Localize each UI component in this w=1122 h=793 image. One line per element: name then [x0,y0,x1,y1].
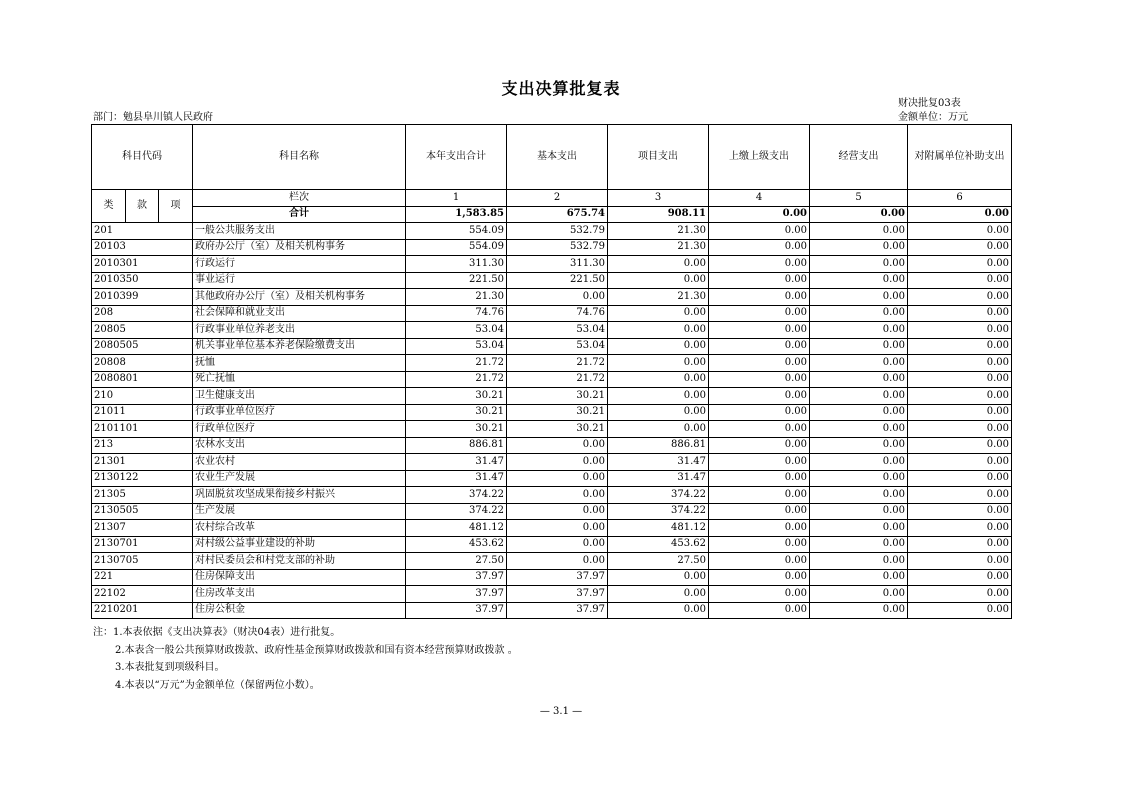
row-basic: 21.72 [507,355,608,372]
row-project: 0.00 [608,586,709,603]
row-code: 208 [92,305,193,322]
row-basic: 30.21 [507,404,608,421]
row-code: 2080801 [92,371,193,388]
row-upper: 0.00 [709,388,810,405]
table-row [92,553,1012,570]
header-code: 科目代码 [92,125,193,190]
header-xiang: 项 [159,190,193,223]
table-row [92,272,1012,289]
row-basic: 53.04 [507,338,608,355]
row-name: 死亡抚恤 [193,371,406,388]
row-total: 30.21 [406,421,507,438]
row-operating: 0.00 [810,437,908,454]
summary-basic: 675.74 [507,206,608,223]
row-subsidy: 0.00 [908,355,1012,372]
header-kuan: 款 [126,190,159,223]
header-row [92,125,1012,190]
row-code: 20805 [92,322,193,339]
row-name: 行政事业单位医疗 [193,404,406,421]
row-total: 21.72 [406,355,507,372]
table-row [92,223,1012,240]
row-total: 453.62 [406,536,507,553]
row-project: 0.00 [608,388,709,405]
row-operating: 0.00 [810,569,908,586]
summary-label: 合计 [193,206,406,223]
amount-unit-label: 金额单位：万元 [898,112,968,123]
row-subsidy: 0.00 [908,487,1012,504]
row-name: 机关事业单位基本养老保险缴费支出 [193,338,406,355]
row-total: 30.21 [406,388,507,405]
row-operating: 0.00 [810,404,908,421]
row-project: 21.30 [608,289,709,306]
table-row [92,256,1012,273]
row-project: 31.47 [608,454,709,471]
row-basic: 0.00 [507,553,608,570]
row-project: 0.00 [608,305,709,322]
row-subsidy: 0.00 [908,289,1012,306]
table-row [92,454,1012,471]
row-project: 374.22 [608,487,709,504]
row-basic: 0.00 [507,503,608,520]
row-project: 886.81 [608,437,709,454]
row-basic: 37.97 [507,602,608,619]
row-code: 210 [92,388,193,405]
row-subsidy: 0.00 [908,437,1012,454]
row-total: 221.50 [406,272,507,289]
table-row [92,602,1012,619]
row-basic: 37.97 [507,569,608,586]
row-name: 其他政府办公厅（室）及相关机构事务 [193,289,406,306]
row-subsidy: 0.00 [908,305,1012,322]
row-subsidy: 0.00 [908,569,1012,586]
table-row [92,487,1012,504]
department-label: 部门：勉县阜川镇人民政府 [93,112,213,123]
row-operating: 0.00 [810,305,908,322]
row-total: 37.97 [406,569,507,586]
table-row [92,503,1012,520]
row-name: 住房改革支出 [193,586,406,603]
row-code: 21307 [92,520,193,537]
row-project: 0.00 [608,256,709,273]
row-basic: 0.00 [507,536,608,553]
row-total: 37.97 [406,586,507,603]
row-project: 453.62 [608,536,709,553]
row-total: 27.50 [406,553,507,570]
table-row [92,437,1012,454]
row-operating: 0.00 [810,338,908,355]
row-subsidy: 0.00 [908,338,1012,355]
table-row [92,470,1012,487]
row-project: 0.00 [608,569,709,586]
row-operating: 0.00 [810,586,908,603]
row-subsidy: 0.00 [908,421,1012,438]
page-title: 支出决算批复表 [501,79,621,98]
row-subsidy: 0.00 [908,404,1012,421]
row-name: 农林水支出 [193,437,406,454]
col-num-6: 6 [908,190,1012,207]
notes [93,624,518,694]
table-row [92,520,1012,537]
row-code: 201 [92,223,193,240]
row-upper: 0.00 [709,289,810,306]
form-number: 财决批复03表 [898,98,961,109]
row-name: 对村民委员会和村党支部的补助 [193,553,406,570]
row-name: 行政单位医疗 [193,421,406,438]
row-project: 27.50 [608,553,709,570]
row-code: 2130701 [92,536,193,553]
page-number: — 3.1 — [539,706,583,717]
row-total: 31.47 [406,454,507,471]
row-total: 53.04 [406,338,507,355]
table-row [92,536,1012,553]
row-project: 374.22 [608,503,709,520]
row-total: 53.04 [406,322,507,339]
summary-project: 908.11 [608,206,709,223]
row-subsidy: 0.00 [908,553,1012,570]
row-basic: 221.50 [507,272,608,289]
row-operating: 0.00 [810,388,908,405]
row-total: 554.09 [406,239,507,256]
row-basic: 0.00 [507,470,608,487]
row-basic: 311.30 [507,256,608,273]
table-row [92,338,1012,355]
row-basic: 0.00 [507,520,608,537]
row-name: 对村级公益事业建设的补助 [193,536,406,553]
row-total: 311.30 [406,256,507,273]
row-subsidy: 0.00 [908,586,1012,603]
row-total: 74.76 [406,305,507,322]
row-subsidy: 0.00 [908,454,1012,471]
note-4: 4.本表以“万元”为金额单位（保留两位小数）。 [115,679,320,691]
row-operating: 0.00 [810,272,908,289]
table-row [92,322,1012,339]
row-upper: 0.00 [709,421,810,438]
row-name: 抚恤 [193,355,406,372]
row-total: 31.47 [406,470,507,487]
table-row [92,388,1012,405]
row-upper: 0.00 [709,520,810,537]
row-project: 31.47 [608,470,709,487]
table-row [92,586,1012,603]
row-code: 2130705 [92,553,193,570]
row-name: 农村综合改革 [193,520,406,537]
table-row [92,404,1012,421]
row-code: 21305 [92,487,193,504]
row-project: 0.00 [608,355,709,372]
header-lei: 类 [92,190,126,223]
col-num-4: 4 [709,190,810,207]
row-operating: 0.00 [810,239,908,256]
row-code: 221 [92,569,193,586]
row-upper: 0.00 [709,355,810,372]
row-basic: 53.04 [507,322,608,339]
table-row [92,371,1012,388]
row-operating: 0.00 [810,322,908,339]
row-basic: 0.00 [507,437,608,454]
row-name: 住房公积金 [193,602,406,619]
row-name: 一般公共服务支出 [193,223,406,240]
row-subsidy: 0.00 [908,503,1012,520]
row-subsidy: 0.00 [908,239,1012,256]
row-operating: 0.00 [810,355,908,372]
row-subsidy: 0.00 [908,536,1012,553]
row-basic: 532.79 [507,239,608,256]
row-code: 213 [92,437,193,454]
row-upper: 0.00 [709,602,810,619]
row-operating: 0.00 [810,520,908,537]
row-name: 行政运行 [193,256,406,273]
note-2: 2.本表含一般公共预算财政拨款、政府性基金预算财政拨款和国有资本经营预算财政拨款 。 [115,644,518,656]
row-upper: 0.00 [709,239,810,256]
column-number-row [92,190,1012,207]
row-name: 生产发展 [193,503,406,520]
row-code: 20808 [92,355,193,372]
row-basic: 74.76 [507,305,608,322]
row-subsidy: 0.00 [908,388,1012,405]
header-subsidy: 对附属单位补助支出 [908,125,1012,190]
row-upper: 0.00 [709,487,810,504]
row-name: 巩固脱贫攻坚成果衔接乡村振兴 [193,487,406,504]
note-3: 3.本表批复到项级科目。 [115,662,225,673]
header-operating: 经营支出 [810,125,908,190]
row-basic: 532.79 [507,223,608,240]
row-name: 农业农村 [193,454,406,471]
row-project: 0.00 [608,404,709,421]
row-operating: 0.00 [810,223,908,240]
row-code: 22102 [92,586,193,603]
row-code: 2210201 [92,602,193,619]
row-upper: 0.00 [709,503,810,520]
row-operating: 0.00 [810,470,908,487]
col-num-5: 5 [810,190,908,207]
row-code: 2130505 [92,503,193,520]
row-project: 481.12 [608,520,709,537]
row-subsidy: 0.00 [908,272,1012,289]
summary-row [92,206,1012,223]
row-basic: 0.00 [507,487,608,504]
row-upper: 0.00 [709,553,810,570]
table-row [92,289,1012,306]
row-code: 2010350 [92,272,193,289]
summary-operating: 0.00 [810,206,908,223]
row-operating: 0.00 [810,371,908,388]
table-row [92,569,1012,586]
row-operating: 0.00 [810,454,908,471]
row-total: 30.21 [406,404,507,421]
row-code: 2130122 [92,470,193,487]
row-operating: 0.00 [810,602,908,619]
row-upper: 0.00 [709,454,810,471]
row-subsidy: 0.00 [908,322,1012,339]
table-row [92,421,1012,438]
row-upper: 0.00 [709,371,810,388]
row-code: 2101101 [92,421,193,438]
row-code: 2080505 [92,338,193,355]
summary-subsidy: 0.00 [908,206,1012,223]
row-total: 37.97 [406,602,507,619]
row-basic: 0.00 [507,454,608,471]
row-basic: 0.00 [507,289,608,306]
row-total: 481.12 [406,520,507,537]
row-upper: 0.00 [709,569,810,586]
row-project: 0.00 [608,338,709,355]
row-upper: 0.00 [709,272,810,289]
row-project: 0.00 [608,322,709,339]
row-total: 21.30 [406,289,507,306]
row-code: 2010399 [92,289,193,306]
header-name: 科目名称 [193,125,406,190]
row-basic: 30.21 [507,388,608,405]
row-basic: 37.97 [507,586,608,603]
header-upper: 上缴上级支出 [709,125,810,190]
row-project: 0.00 [608,371,709,388]
col-num-3: 3 [608,190,709,207]
row-code: 2010301 [92,256,193,273]
row-total: 374.22 [406,503,507,520]
row-upper: 0.00 [709,338,810,355]
row-upper: 0.00 [709,256,810,273]
note-1: 注：1.本表依据《支出决算表》（财决04表）进行批复。 [93,627,341,638]
summary-upper: 0.00 [709,206,810,223]
row-project: 0.00 [608,272,709,289]
table-row [92,305,1012,322]
row-total: 374.22 [406,487,507,504]
row-total: 21.72 [406,371,507,388]
row-subsidy: 0.00 [908,223,1012,240]
expenditure-table [91,124,1012,619]
row-subsidy: 0.00 [908,602,1012,619]
row-upper: 0.00 [709,437,810,454]
row-upper: 0.00 [709,223,810,240]
row-upper: 0.00 [709,305,810,322]
header-total: 本年支出合计 [406,125,507,190]
header-project: 项目支出 [608,125,709,190]
summary-total: 1,583.85 [406,206,507,223]
row-name: 政府办公厅（室）及相关机构事务 [193,239,406,256]
row-upper: 0.00 [709,536,810,553]
col-num-1: 1 [406,190,507,207]
row-project: 21.30 [608,239,709,256]
row-upper: 0.00 [709,322,810,339]
row-basic: 21.72 [507,371,608,388]
row-project: 0.00 [608,421,709,438]
row-operating: 0.00 [810,487,908,504]
row-upper: 0.00 [709,404,810,421]
row-operating: 0.00 [810,536,908,553]
row-basic: 30.21 [507,421,608,438]
row-subsidy: 0.00 [908,470,1012,487]
row-operating: 0.00 [810,289,908,306]
row-total: 554.09 [406,223,507,240]
row-operating: 0.00 [810,256,908,273]
col-num-2: 2 [507,190,608,207]
row-name: 事业运行 [193,272,406,289]
row-name: 农业生产发展 [193,470,406,487]
row-operating: 0.00 [810,421,908,438]
table-row [92,355,1012,372]
table-row [92,239,1012,256]
column-no-label: 栏次 [193,190,406,207]
row-upper: 0.00 [709,586,810,603]
row-operating: 0.00 [810,553,908,570]
row-operating: 0.00 [810,503,908,520]
row-subsidy: 0.00 [908,520,1012,537]
header-basic: 基本支出 [507,125,608,190]
row-name: 行政事业单位养老支出 [193,322,406,339]
row-code: 21011 [92,404,193,421]
row-project: 0.00 [608,602,709,619]
row-subsidy: 0.00 [908,371,1012,388]
row-name: 社会保障和就业支出 [193,305,406,322]
row-project: 21.30 [608,223,709,240]
row-code: 20103 [92,239,193,256]
row-code: 21301 [92,454,193,471]
row-name: 卫生健康支出 [193,388,406,405]
row-upper: 0.00 [709,470,810,487]
row-name: 住房保障支出 [193,569,406,586]
row-total: 886.81 [406,437,507,454]
row-subsidy: 0.00 [908,256,1012,273]
